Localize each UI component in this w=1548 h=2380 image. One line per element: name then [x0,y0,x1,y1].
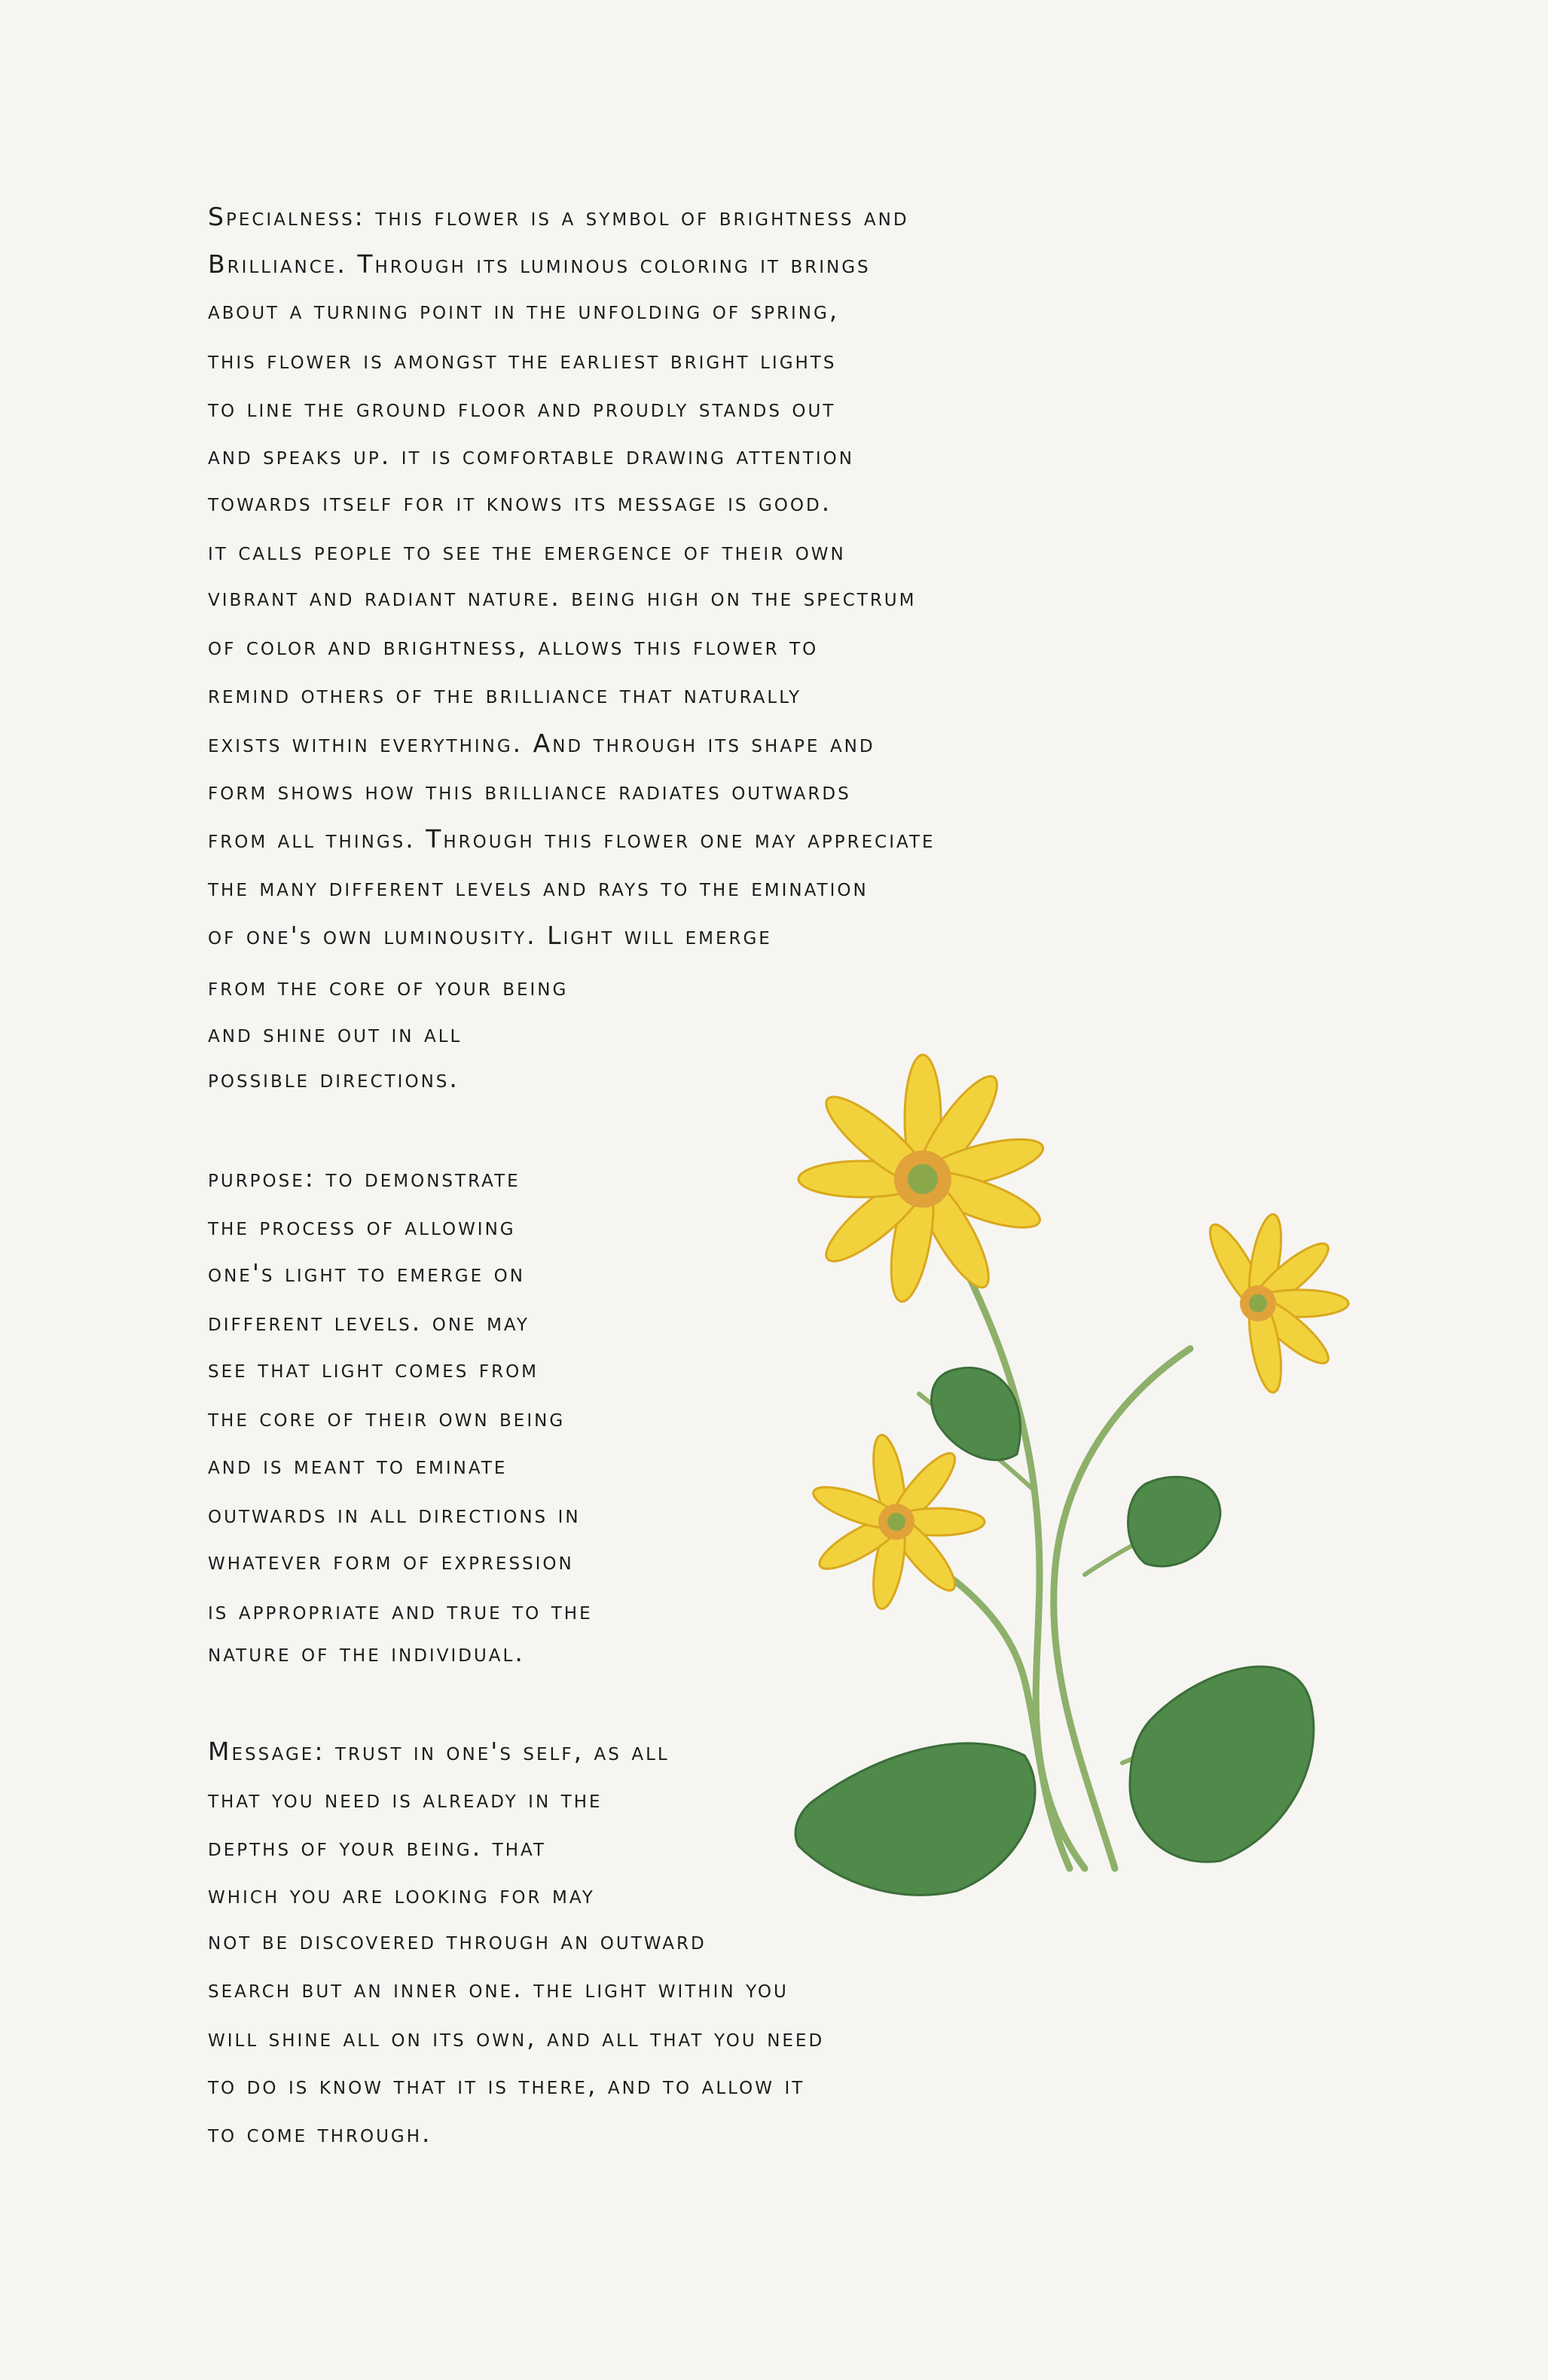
speciality-line: from the core of your being [208,972,569,1001]
purpose-line: nature of the individual. [208,1638,525,1667]
speciality-line: of color and brightness, allows this flower to [208,631,819,661]
message-line: search but an inner one. the light within you [208,1974,789,2003]
purpose-line: see that light comes from [208,1354,539,1383]
purpose-line: the core of their own being [208,1403,566,1432]
purpose-line: outwards in all directions in [208,1499,581,1529]
flower-right [1201,1212,1348,1395]
speciality-line: towards itself for it knows its message is good. [208,487,832,517]
purpose-line: purpose: to demonstrate [208,1163,521,1193]
flower-large [798,1055,1048,1305]
message-line: which you are looking for may [208,1880,595,1909]
speciality-line: form shows how this brilliance radiates outwards [208,776,851,805]
message-line: to do is know that it is there, and to allow it [208,2070,805,2100]
speciality-line: about a turning point in the unfolding of spring, [208,295,840,325]
purpose-line: is appropriate and true to the [208,1596,593,1625]
message-line: Message: trust in one's self, as all [208,1737,670,1766]
speciality-line: this flower is amongst the earliest bright lights [208,345,837,374]
speciality-line: to line the ground floor and proudly stands out [208,393,836,423]
speciality-line: and speaks up. it is comfortable drawing attention [208,441,854,470]
speciality-line: from all things. Through this flower one may appreciate [208,824,936,854]
speciality-line: the many different levels and rays to the emination [208,872,869,902]
speciality-line: possible directions. [208,1064,460,1093]
message-line: depths of your being. that [208,1832,547,1862]
speciality-line: Specialness: this flower is a symbol of brightness and [208,202,909,231]
message-line: not be discovered through an outward [208,1926,707,1955]
leaf [1130,1667,1314,1862]
speciality-line: exists within everything. And through its shape and [208,729,875,758]
speciality-line: vibrant and radiant nature. being high on the spectrum [208,582,917,612]
leaf [932,1368,1021,1460]
purpose-line: one's light to emerge on [208,1258,525,1288]
message-line: to come through. [208,2119,432,2148]
speciality-line: it calls people to see the emergence of their own [208,536,846,566]
speciality-line: of one's own luminousity. Light will emerge [208,921,772,950]
leaf [795,1743,1035,1895]
yellow-flower-illustration [768,1002,1356,1951]
purpose-line: different levels. one may [208,1307,530,1337]
speciality-line: and shine out in all [208,1019,463,1048]
message-line: will shine all on its own, and all that you need [208,2023,825,2052]
message-line: that you need is already in the [208,1784,603,1813]
speciality-line: remind others of the brilliance that naturally [208,680,802,709]
purpose-line: and is meant to eminate [208,1450,508,1480]
purpose-line: whatever form of expression [208,1546,574,1575]
purpose-line: the process of allowing [208,1211,516,1241]
speciality-line: Brilliance. Through its luminous coloring it brings [208,249,871,279]
leaf [1128,1477,1221,1566]
